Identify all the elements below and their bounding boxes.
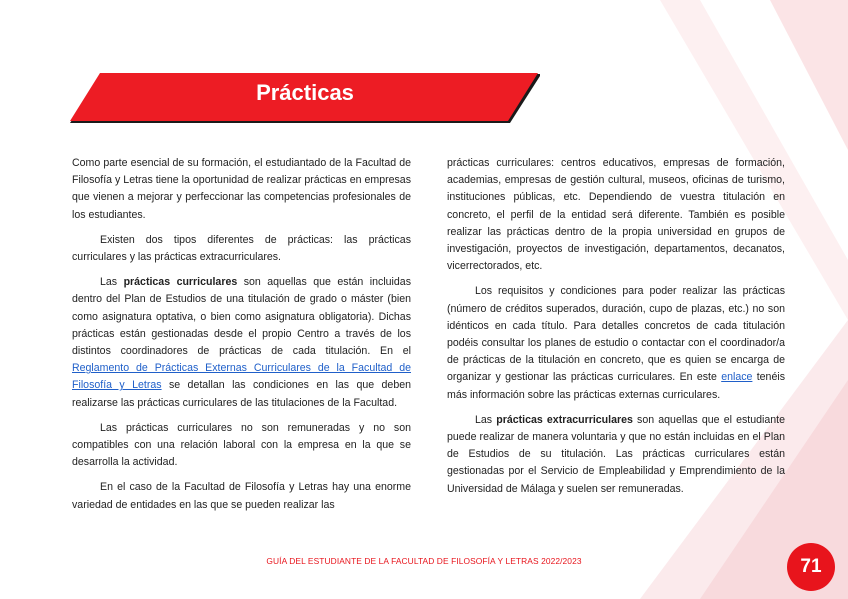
- paragraph-remuneration: Las prácticas curriculares no son remuneradas y no son compatibles con una relación laboral con la empresa en la que se desarrolla la actividad.: [72, 421, 411, 469]
- paragraph-requirements: Los requisitos y condiciones para poder realizar las prácticas (número de créditos superados, duración, cupo de plazas, etc.) no son idénticos en cada título. Para detalles concretos de cada titulación podéis consultar los planes de estudio o contactar con el coordinador/a de prácticas de la titulación en concreto, que es quien se encarga de organizar y gestionar las prácticas curriculares. En este enlace tenéis más información sobre las prácticas externas curriculares.: [447, 285, 785, 401]
- paragraph-entities: En el caso de la Facultad de Filosofía y Letras hay una enorme variedad de entidades en las que se pueden realizar las: [72, 481, 411, 511]
- footer-guide-title: GUÍA DEL ESTUDIANTE DE LA FACULTAD DE FILOSOFÍA Y LETRAS 2022/2023: [266, 556, 582, 566]
- paragraph-intro: Como parte esencial de su formación, el estudiantado de la Facultad de Filosofía y Letras tiene la oportunidad de realizar prácticas en empresas que vienen a mejorar y perfeccionar las competencias profesionales de los estudiantes.: [72, 157, 411, 221]
- paragraph-extracurricular: Las prácticas extracurriculares son aquellas que el estudiante puede realizar de manera voluntaria y que no están incluidas en el Plan de Estudios de su titulación. Las prácticas curriculares están gestionadas por el Servicio de Empleabilidad y Emprendimiento de la Universidad de Málaga y suelen ser remuneradas.: [447, 413, 785, 495]
- paragraph-types: Existen dos tipos diferentes de prácticas: las prácticas curriculares y las prácticas extracurriculares.: [72, 233, 411, 264]
- enlace-link[interactable]: enlace: [721, 371, 753, 384]
- page-number-badge: 71: [787, 543, 835, 591]
- reglamento-link[interactable]: Reglamento de Prácticas Externas Curriculares de la Facultad de Filosofía y Letras: [72, 362, 411, 392]
- right-column: [447, 155, 785, 506]
- term-extracurricular: prácticas extracurriculares: [496, 413, 633, 426]
- section-title-banner: [70, 73, 540, 123]
- left-column: [72, 155, 411, 522]
- term-curricular: prácticas curriculares: [123, 276, 238, 289]
- page-title: Prácticas: [256, 80, 354, 105]
- paragraph-curricular: Las prácticas curriculares son aquellas que están incluidas dentro del Plan de Estudios de una titulación de grado o máster (bien como asignatura optativa, o bien como asignatura obligatoria). Dichas prácticas están gestionadas desde el propio Centro a través de los distintos coordinadores de prácticas de cada titulación. En el Reglamento de Prácticas Externas Curriculares de la Facultad de Filosofía y Letras se detallan las condiciones en las que deben realizarse las prácticas curriculares de las titulaciones de la Facultad.: [72, 276, 411, 409]
- paragraph-entities-cont: prácticas curriculares: centros educativos, empresas de formación, academias, empresas de gestión cultural, museos, oficinas de turismo, instituciones públicas, etc. Dependiendo de vuestra titulación en concreto, el perfil de la entidad será diferente. También es posible realizar las prácticas dentro de la propia universidad en grupos de investigación, proyectos de investigación, departamentos, decanatos, vicerrectorados, etc.: [447, 157, 785, 273]
